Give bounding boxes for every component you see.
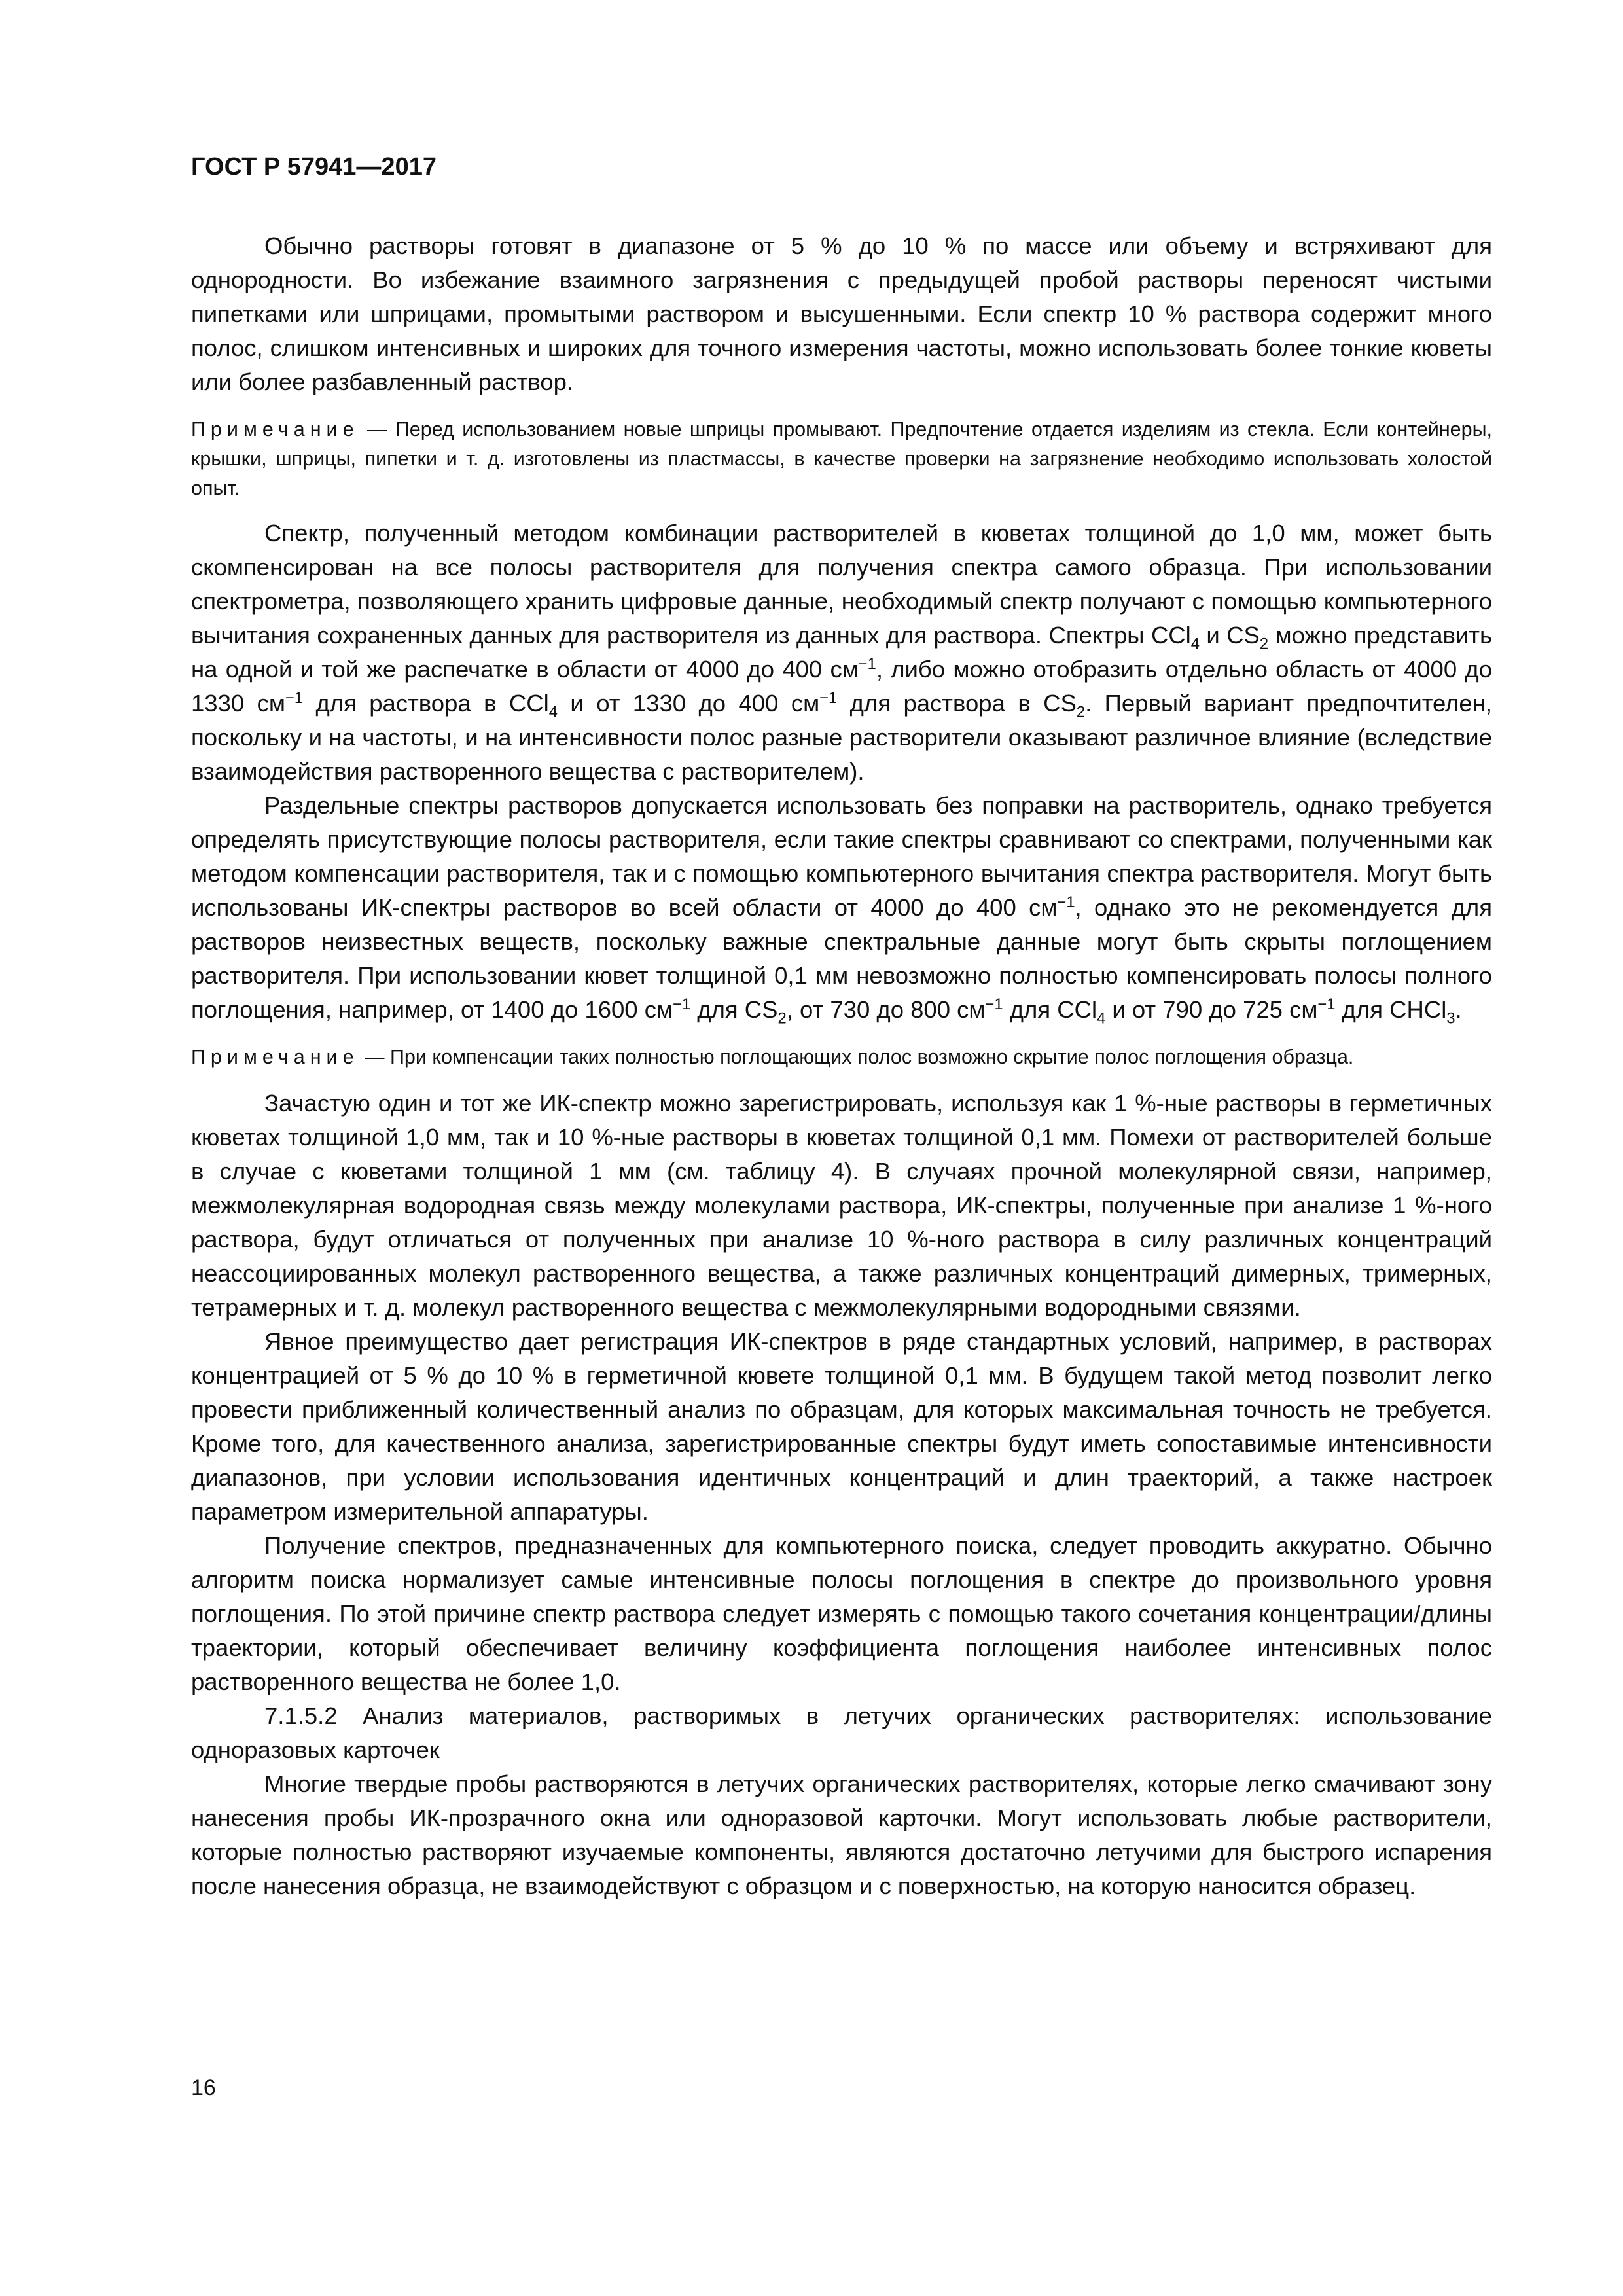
page-number: 16 <box>191 2075 216 2100</box>
paragraph-solution-preparation: Обычно растворы готовят в диапазоне от 5 % до 10 % по массе или объему и встряхивают для однородности. Во избежание взаимного загрязнения с предыдущей пробой растворы переносят чистыми пипетками или шприцами, промытыми раствором и высушенными. Если спектр 10 % раствора содержит много полос, слишком интенсивных и широких для точного измерения частоты, можно использовать более тонкие кюветы или более разбавленный раствор. <box>191 232 1492 395</box>
paragraph-standard-conditions: Явное преимущество дает регистрация ИК-спектров в ряде стандартных условий, например, в растворах концентрацией от 5 % до 10 % в герметичной кювете толщиной 0,1 мм. В будущем такой метод позволит легко провести приближенный количественный анализ по образцам, для которых максимальная точность не требуется. Кроме того, для качественного анализа, зарегистрированные спектры будут иметь сопоставимые интенсивности диапазонов, при условии использования идентичных концентраций и длин траекторий, а также настроек параметром измерительной аппаратуры. <box>191 1328 1492 1525</box>
paragraph-computer-search: Получение спектров, предназначенных для компьютерного поиска, следует проводить аккуратно. Обычно алгоритм поиска нормализует самые интенсивные полосы поглощения в спектре до произвольного уровня поглощения. По этой причине спектр раствора следует измерять с помощью такого сочетания концентрации/длины траектории, который обеспечивает величину коэффициента поглощения наиболее интенсивных полос растворенного вещества не более 1,0. <box>191 1532 1492 1695</box>
section-heading-7-1-5-2: 7.1.5.2 Анализ материалов, растворимых в летучих органических растворителях: использование одноразовых карточек <box>191 1702 1492 1763</box>
document-page <box>191 151 1492 1903</box>
note-compensation <box>191 1043 1492 1072</box>
paragraph-concentrations: Зачастую один и тот же ИК-спектр можно зарегистрировать, используя как 1 %-ные растворы в герметичных кюветах толщиной 1,0 мм, так и 10 %-ные растворы в кюветах толщиной 0,1 мм. Помехи от растворителей больше в случае с кюветами толщиной 1 мм (см. таблицу 4). В случаях прочной молекулярной связи, например, межмолекулярная водородная связь между молекулами раствора, ИК-спектры, полученные при анализе 1 %-ного раствора, будут отличаться от полученных при анализе 10 %-ного раствора в силу различных концентраций неассоциированных молекул растворенного вещества, а также различных концентраций димерных, тримерных, тетрамерных и т. д. молекул растворенного вещества с межмолекулярными водородными связями. <box>191 1090 1492 1321</box>
standard-header: ГОСТ Р 57941—2017 <box>191 153 437 181</box>
note-text: — При компенсации таких полностью поглощающих полос возможно скрытие полос поглощения образца. <box>359 1046 1354 1068</box>
note-label: Примечание <box>191 418 359 440</box>
note-text: — Перед использованием новые шприцы промывают. Предпочтение отдается изделиям из стекла. Если контейнеры, крышки, шприцы, пипетки и т. д. изготовлены из пластмассы, в качестве проверки на загрязнение необходимо использовать холостой опыт. <box>191 418 1492 499</box>
paragraph-separate-spectra: Раздельные спектры растворов допускается использовать без поправки на растворитель, однако требуется определять присутствующие полосы растворителя, если такие спектры сравнивают со спектрами, полученными как методом компенсации растворителя, так и с помощью компьютерного вычитания спектра растворителя. Могут быть использованы ИК-спектры растворов во всей области от 4000 до 400 $см^{-1}$, однако это не рекомендуется для растворов неизвестных веществ, поскольку важные спектральные данные могут быть скрыты поглощением растворителя. При использовании кювет толщиной 0,1 мм невозможно полностью компенсировать полосы полного поглощения, например, от 1400 до 1600 $см^{-1}$ для $CS_2$, от 730 до 800 $см^{-1}$ для CCl$_4$ и от 790 до 725 $см^{-1}$ для CHCl$_3$. <box>191 792 1492 1028</box>
paragraph-solvent-compensation: Спектр, полученный методом комбинации растворителей в кюветах толщиной до 1,0 мм, может быть скомпенсирован на все полосы растворителя для получения спектра самого образца. При использовании спектрометра, позволяющего хранить цифровые данные, необходимый спектр получают с помощью компьютерного вычитания сохраненных данных для растворителя из данных для раствора. Спектры CCl$_4$ и $CS_2$ можно представить на одной и той же распечатке в области от 4000 до 400 $см^{-1}$, либо можно отобразить отдельно область от 4000 до 1330 $см^{-1}$ для раствора в CCl$_4$ и от 1330 до 400 $см^{-1}$ для раствора в $CS_2$. Первый вариант предпочтителен, поскольку и на частоты, и на интенсивности полос разные растворители оказывают различное влияние (вследствие взаимодействия растворенного вещества с растворителем). <box>191 520 1493 785</box>
note-label: Примечание <box>191 1046 359 1068</box>
note-syringes <box>191 415 1492 503</box>
paragraph-volatile-solvents: Многие твердые пробы растворяются в летучих органических растворителях, которые легко смачивают зону нанесения пробы ИК-прозрачного окна или одноразовой карточки. Могут использовать любые растворители, которые полностью растворяют изучаемые компоненты, являются достаточно летучими для быстрого испарения после нанесения образца, не взаимодействуют с образцом и с поверхностью, на которую наносится образец. <box>191 1770 1492 1899</box>
